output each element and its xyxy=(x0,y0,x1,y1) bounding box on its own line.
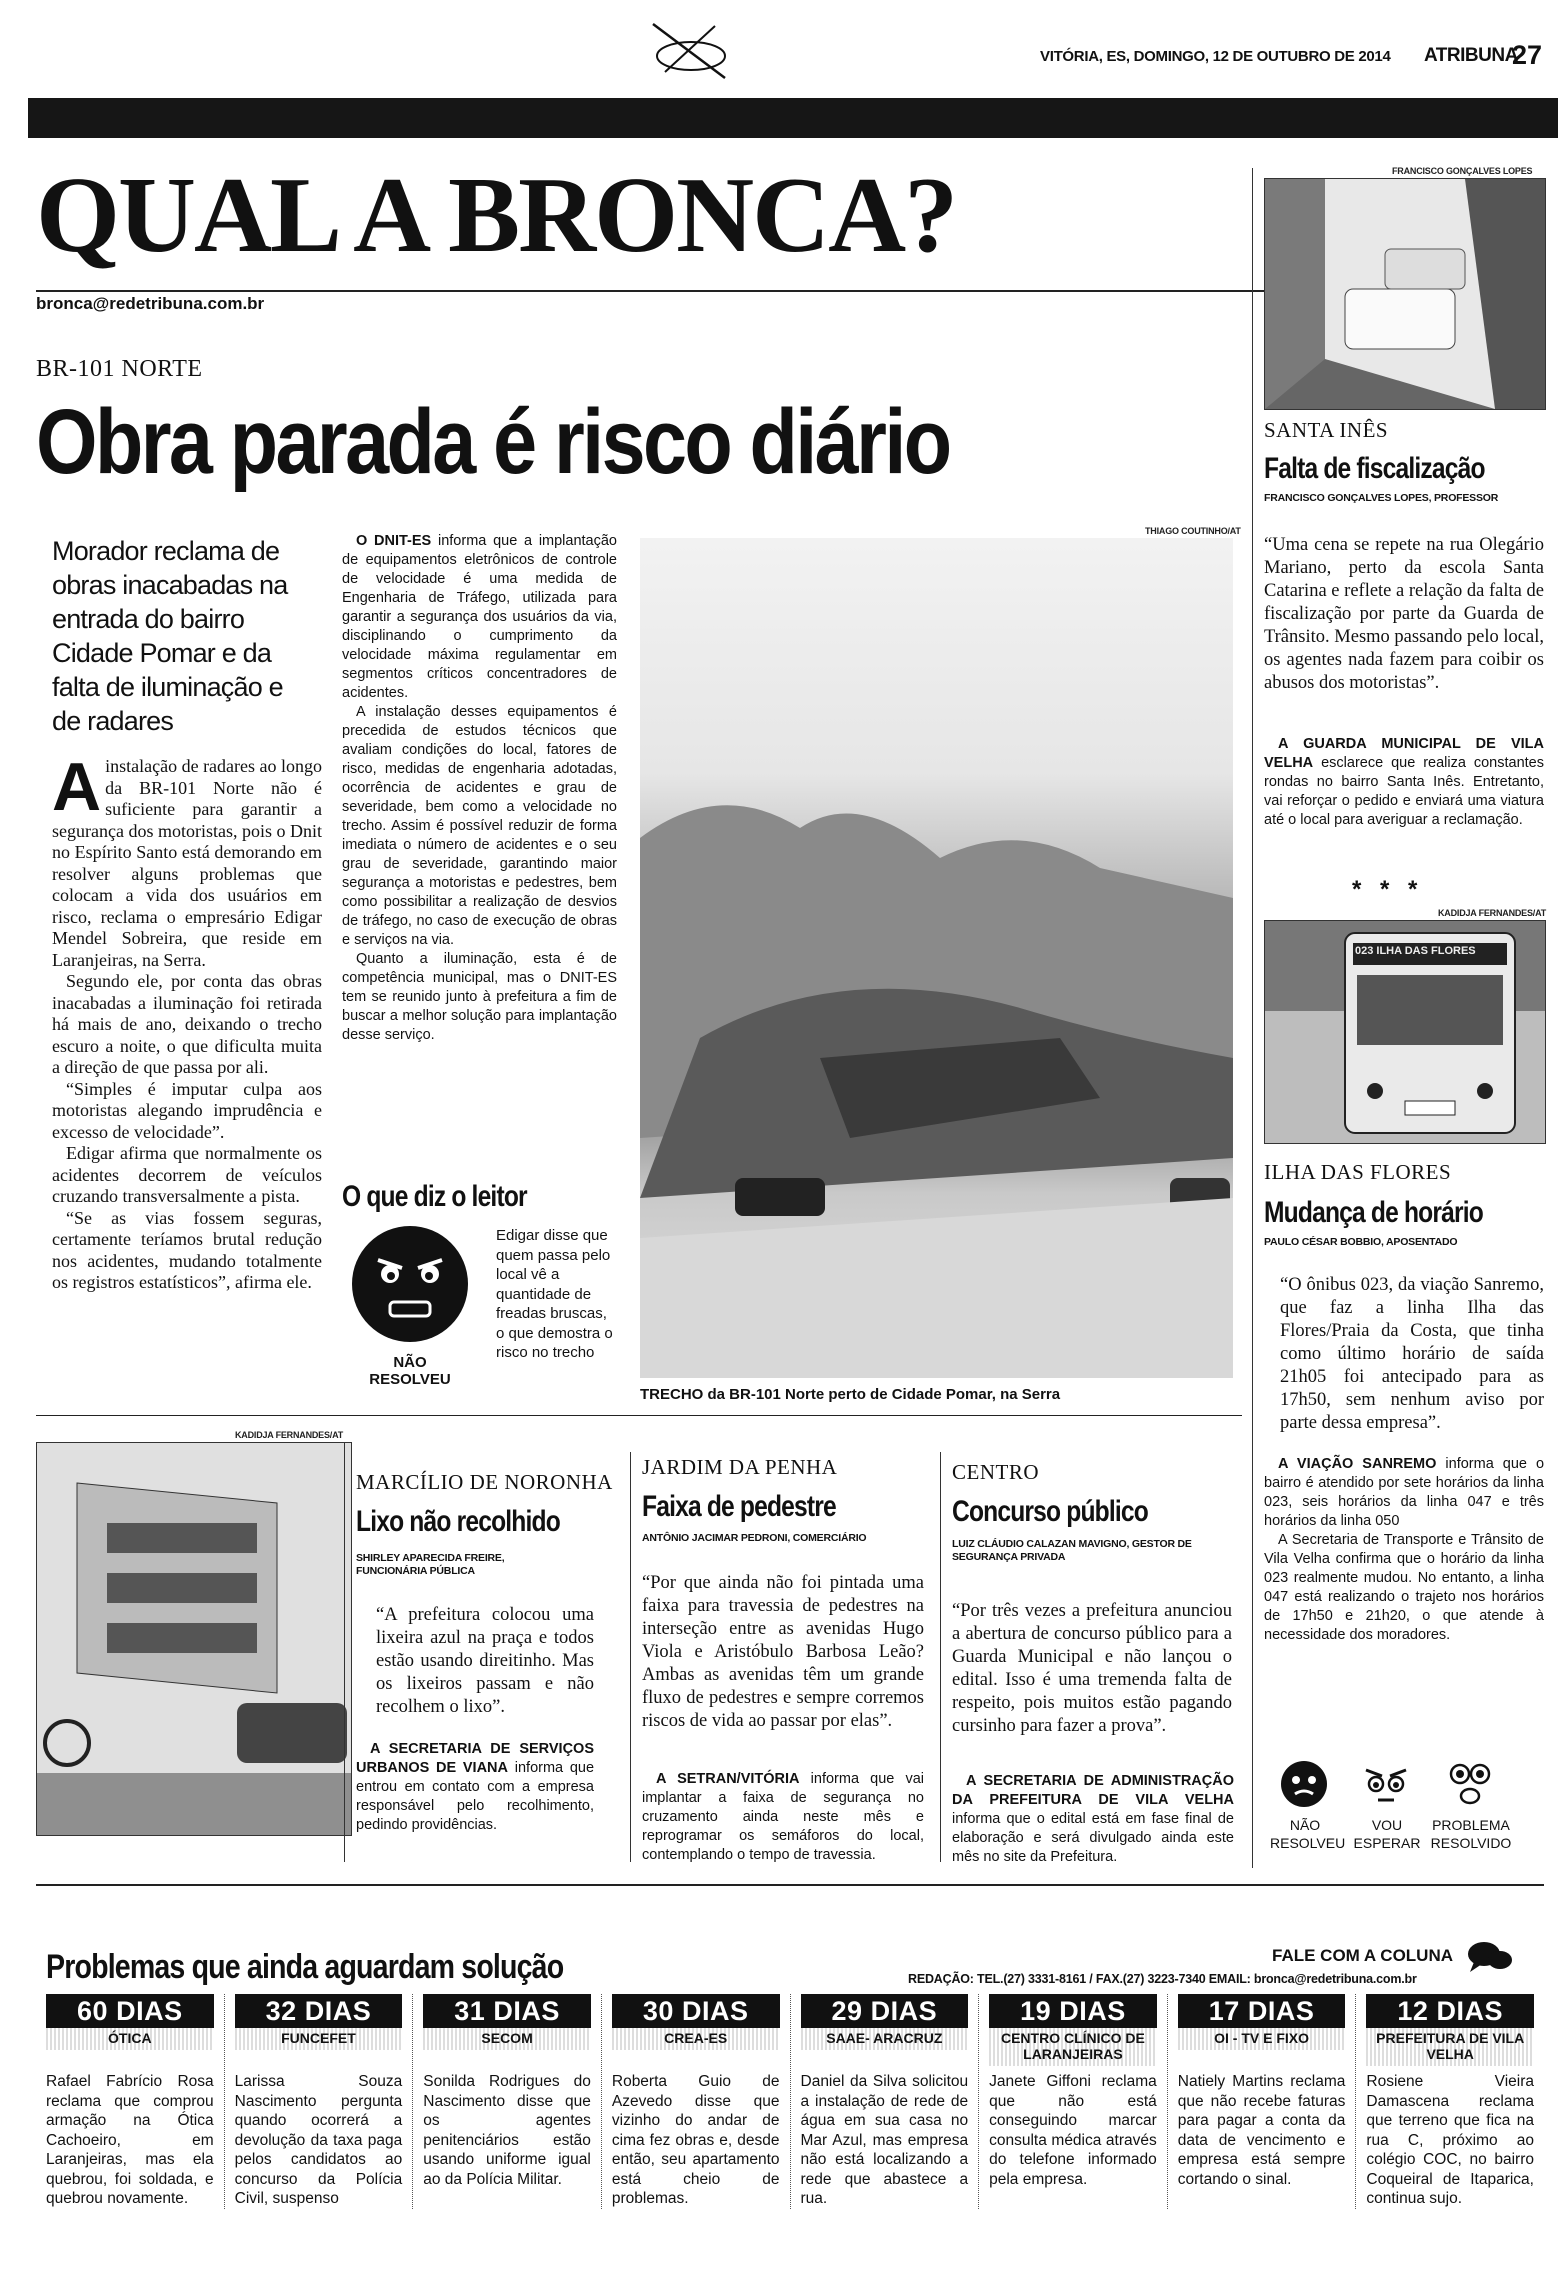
drop-cap: A xyxy=(52,749,102,825)
lower-divider-2 xyxy=(630,1452,631,1862)
legend-vou-esperar-label: VOU ESPERAR xyxy=(1353,1817,1421,1851)
ilha-quote: “O ônibus 023, da viação Sanremo, que faz a linha Ilha das Flores/Praia da Costa, que tinha como último horário de saída 21h05 foi antecipado para as 17h50, sem nenhum aviso por parte dessa empresa”. xyxy=(1280,1275,1544,1433)
pending-grid xyxy=(36,1994,1544,2284)
pending-item xyxy=(1167,1994,1356,2209)
pending-item xyxy=(790,1994,979,2209)
dnit-response-lead: O DNIT-ES xyxy=(356,533,432,549)
pending-text: Rosiene Vieira Damascena reclama que terreno que fica na rua C, próximo ao colégio COC, no bairro Coqueiral de Itaparica, continua sujo. xyxy=(1366,2073,1534,2207)
marcilio-response xyxy=(356,1740,594,1835)
santa-ines-quote: “Uma cena se repete na rua Olegário Mariano, perto da escola Santa Catarina e reflete a relação da falta de fiscalização por parte da Guarda de Trânsito. Mesmo passando pelo local, os agentes nada fazem para coibir os abusos dos motoristas”. xyxy=(1264,535,1544,693)
pending-org: SAAE- ARACRUZ xyxy=(801,2028,969,2050)
jardim-quote: “Por que ainda não foi pintada uma faixa para travessia de pedestres na interseção entre as avenidas Hugo Viola e Aristóbulo Barbosa Leão? Ambas as avenidas têm um grande fluxo de pedestres e sempre corremos riscos de vida ao passar por elas”. xyxy=(642,1573,924,1731)
santa-ines-headline: Falta de fiscalização xyxy=(1264,452,1485,485)
reader-status-face-icon xyxy=(350,1224,470,1344)
pending-item xyxy=(978,1994,1167,2209)
pending-org: SECOM xyxy=(423,2028,591,2050)
pending-days: 31 DIAS xyxy=(423,1994,591,2028)
ilha-headline: Mudança de horário xyxy=(1264,1196,1483,1229)
pending-org: CENTRO CLÍNICO DE LARANJEIRAS xyxy=(989,2028,1157,2066)
centro-quote: “Por três vezes a prefeitura anunciou a abertura de concurso público para a Guarda Municipal e não lançou o edital. Isso é uma tremenda falta de respeito, pois muitos estão pagando cursinho para fazer a prova”. xyxy=(952,1601,1232,1736)
pending-org: CREA-ES xyxy=(612,2028,780,2050)
pending-org: PREFEITURA DE VILA VELHA xyxy=(1366,2028,1534,2066)
pending-text: Natiely Martins reclama que não recebe faturas para pagar a conta da data de vencimento e empresa está sempre cortando o sinal. xyxy=(1177,2073,1346,2188)
pending-days: 60 DIAS xyxy=(46,1994,214,2028)
sidebar-separator: * * * xyxy=(1352,876,1424,903)
lower-divider-1 xyxy=(344,1442,345,1862)
pending-text: Janete Giffoni reclama que não está conseguindo marcar consulta médica através do telefone informado pela empresa. xyxy=(989,2073,1157,2188)
jardim-response-text: informa que vai implantar a faixa de segurança no cruzamento ainda neste mês e reprogramar os semáforos do local, contemplando o tempo de travessia. xyxy=(642,1771,924,1863)
main-section-label: BR-101 NORTE xyxy=(36,356,203,382)
marcilio-headline: Lixo não recolhido xyxy=(356,1505,560,1538)
main-deck: Morador reclama de obras inacabadas na entrada do bairro Cidade Pomar e da falta de iluminação e de radares xyxy=(52,536,288,736)
sidebar-photo1-credit: FRANCISCO GONÇALVES LOPES xyxy=(1392,166,1533,176)
dnit-response xyxy=(342,532,617,1045)
ilha-response-lead: A VIAÇÃO SANREMO xyxy=(1278,1456,1437,1472)
marcilio-quote: “A prefeitura colocou uma lixeira azul na praça e todos estão usando direitinho. Mas os lixeiros passam e não recolhem o lixo”. xyxy=(376,1605,594,1717)
marcilio-response-lead: A SECRETARIA DE SERVIÇOS URBANOS DE VIANA xyxy=(356,1741,594,1776)
pending-title: Problemas que ainda aguardam solução xyxy=(46,1948,564,1986)
centro-response xyxy=(952,1772,1234,1867)
reader-text: Edigar disse que quem passa pelo local vê a quantidade de freadas bruscas, o que demostra o risco no trecho xyxy=(496,1227,613,1361)
centro-response-text: informa que o edital está em fase final de elaboração e será divulgado ainda este mês no site da Prefeitura. xyxy=(952,1811,1234,1865)
pending-days: 19 DIAS xyxy=(989,1994,1157,2028)
ilha-byline: PAULO CÉSAR BOBBIO, APOSENTADO xyxy=(1264,1236,1458,1248)
ilha-response-2: A Secretaria de Transporte e Trânsito de Vila Velha confirma que o horário da linha 023 realmente mudou. No entanto, a linha 047 está realizando o trajeto nos horários de 17h50 e 21h20, o que atende à necessidade dos moradores. xyxy=(1264,1532,1544,1643)
pending-item xyxy=(601,1994,790,2209)
jardim-headline: Faixa de pedestre xyxy=(642,1490,836,1523)
legend-vou-esperar-icon xyxy=(1360,1760,1412,1808)
dnit-response-2: A instalação desses equipamentos é precedida de estudos técnicos que avaliam condições do local, fatores de risco, medidas de engenharia adotadas, ocorrência de acidentes e grau de severidade, bem como a velocidade no trecho. Assim é possível reduzir de forma imediata o número de acidentes e o seu grau de severidade, garantindo maior segurança a motoristas e pedestres, bem como possibilitar a realização de desvios de tráfego, no caso de execução de obras e serviços na via. xyxy=(342,704,617,948)
contact-info[interactable]: TEL.(27) 3331-8161 / FAX.(27) 3223-7340 EMAIL: bronca@redetribuna.com.br xyxy=(977,1972,1417,1986)
ilha-response xyxy=(1264,1455,1544,1645)
pending-days: 30 DIAS xyxy=(612,1994,780,2028)
pending-days: 29 DIAS xyxy=(801,1994,969,2028)
pending-org: ÓTICA xyxy=(46,2028,214,2050)
main-body xyxy=(52,749,323,1294)
centro-headline: Concurso público xyxy=(952,1495,1148,1528)
jardim-response xyxy=(642,1770,924,1865)
santa-ines-response-text: esclarece que realiza constantes rondas no bairro Santa Inês. Entretanto, vai reforçar o pedido e enviará uma viatura até o local para averiguar a reclamação. xyxy=(1264,755,1544,828)
column-title: QUAL A BRONCA? xyxy=(36,156,957,275)
contact-line xyxy=(908,1972,1417,1986)
lower-photo xyxy=(36,1442,352,1836)
pending-days: 32 DIAS xyxy=(235,1994,403,2028)
lower-row-rule xyxy=(36,1415,1242,1416)
sidebar-photo2 xyxy=(1264,920,1546,1144)
legend-nao-resolveu-icon xyxy=(1280,1760,1328,1808)
marcilio-section: MARCÍLIO DE NORONHA xyxy=(356,1470,613,1494)
lower-photo-credit: KADIDJA FERNANDES/AT xyxy=(235,1430,344,1440)
masthead-logo-icon xyxy=(645,20,735,80)
main-headline: Obra parada é risco diário xyxy=(36,391,950,493)
centro-section: CENTRO xyxy=(952,1460,1039,1484)
main-para-2: Segundo ele, por conta das obras inacabadas a iluminação foi retirada há mais de ano, deixando o trecho escuro a noite, o que dificulta muita a direção de que passa por ali. xyxy=(52,971,322,1077)
jardim-byline: ANTÔNIO JACIMAR PEDRONI, COMERCIÁRIO xyxy=(642,1532,867,1544)
marcilio-byline: SHIRLEY APARECIDA FREIRE, FUNCIONÁRIA PÚBLICA xyxy=(356,1552,505,1577)
pending-item xyxy=(36,1994,224,2209)
pending-days: 17 DIAS xyxy=(1178,1994,1346,2028)
pending-text: Roberta Guio de Azevedo disse que vizinho do andar de cima fez obras e, desde então, seu apartamento está cheio de problemas. xyxy=(611,2073,780,2207)
legend-nao-resolveu-label: NÃO RESOLVEU xyxy=(1270,1817,1346,1851)
main-para-5: “Se as vias fossem seguras, certamente teríamos brutal redução nos acidentes, mudando totalmente os registros estatísticos”, afirma ele. xyxy=(52,1207,322,1292)
centro-response-lead: A SECRETARIA DE ADMINISTRAÇÃO DA PREFEITURA DE VILA VELHA xyxy=(952,1773,1234,1808)
pending-text: Rafael Fabrício Rosa reclama que comprou armação na Ótica Cachoeiro, em Laranjeiras, mas ela quebrou, foi soldada, e quebrou novamente. xyxy=(46,2073,214,2207)
ilha-response-1: informa que o bairro é atendido por sete horários da linha 023, seis horários da linha 047 e três horários da linha 050 xyxy=(1264,1456,1545,1529)
header-bar xyxy=(28,98,1558,138)
contact-label: REDAÇÃO: xyxy=(908,1972,974,1986)
pending-text: Sonilda Rodrigues do Nascimento disse que os agentes penitenciários estão usando uniforme igual ao da Polícia Militar. xyxy=(423,2073,591,2188)
pending-top-rule xyxy=(36,1884,1544,1886)
pending-org: FUNCEFET xyxy=(235,2028,403,2050)
pending-days: 12 DIAS xyxy=(1366,1994,1534,2028)
ilha-section: ILHA DAS FLORES xyxy=(1264,1160,1452,1184)
dateline: VITÓRIA, ES, DOMINGO, 12 DE OUTUBRO DE 2014 xyxy=(1040,48,1391,65)
newspaper-name: ATRIBUNA xyxy=(1424,45,1518,66)
pending-item xyxy=(224,1994,413,2209)
title-rule xyxy=(36,290,1266,292)
pending-text: Daniel da Silva solicitou a instalação de rede de água em sua casa no Mar Azul, mas empresa não está localizando a rede que abastece a rua. xyxy=(800,2073,969,2207)
dnit-response-3: Quanto a iluminação, esta é de competência municipal, mas o DNIT-ES tem se reunido junto à prefeitura a fim de buscar a melhor solução para implantação desse serviço. xyxy=(342,951,617,1043)
reader-status-label: NÃO RESOLVEU xyxy=(369,1354,451,1388)
dnit-response-1: informa que a implantação de equipamentos eletrônicos de controle de velocidade é uma medida de Engenharia de Tráfego, utilizada para garantir a segurança dos usuários da via, disciplinando o cumprimento da velocidade máxima regulamentar em segmentos críticos concentradores de acidentes. xyxy=(342,533,617,701)
sidebar-photo2-credit: KADIDJA FERNANDES/AT xyxy=(1438,908,1547,918)
main-photo-caption: TRECHO da BR-101 Norte perto de Cidade Pomar, na Serra xyxy=(640,1386,1061,1403)
jardim-response-lead: A SETRAN/VITÓRIA xyxy=(656,1771,800,1787)
contact-title: FALE COM A COLUNA xyxy=(1272,1946,1454,1965)
legend-resolvido-icon xyxy=(1442,1756,1498,1808)
centro-byline: LUIZ CLÁUDIO CALAZAN MAVIGNO, GESTOR DE SEGURANÇA PRIVADA xyxy=(952,1538,1192,1563)
main-para-3: “Simples é imputar culpa aos motoristas alegando imprudência e excesso de velocidade”. xyxy=(52,1078,322,1142)
santa-ines-response xyxy=(1264,735,1544,830)
bus-destination-sign: 023 ILHA DAS FLORES xyxy=(1355,945,1476,957)
page-number: 27 xyxy=(1512,40,1543,70)
main-photo-credit: THIAGO COUTINHO/AT xyxy=(1145,526,1241,536)
pending-text: Larissa Souza Nascimento pergunta quando ocorrerá a devolução da taxa paga pelos candidatos ao concurso da Polícia Civil, suspenso xyxy=(234,2073,403,2207)
marcilio-response-text: informa que entrou em contato com a empresa responsável pelo recolhimento, pedindo providências. xyxy=(356,1760,595,1833)
legend-resolvido-label: PROBLEMA RESOLVIDO xyxy=(1430,1817,1512,1851)
santa-ines-byline: FRANCISCO GONÇALVES LOPES, PROFESSOR xyxy=(1264,492,1499,504)
lower-divider-3 xyxy=(940,1452,941,1862)
main-para-1: instalação de radares ao longo da BR-101 Norte não é suficiente para garantir a segurança dos motoristas, pois o Dnit no Espírito Santo está demorando em resolver alguns problemas que colocam a vida dos usuários em risco, reclama o empresário Edigar Mendel Sobreira, que reside em Laranjeiras, na Serra. xyxy=(52,756,323,970)
jardim-section: JARDIM DA PENHA xyxy=(642,1455,838,1479)
chat-bubbles-icon xyxy=(1466,1940,1514,1976)
santa-ines-section: SANTA INÊS xyxy=(1264,418,1389,442)
main-photo xyxy=(640,538,1233,1378)
pending-item xyxy=(1355,1994,1544,2209)
reader-box-title: O que diz o leitor xyxy=(342,1180,527,1213)
main-para-4: Edigar afirma que normalmente os acidentes decorrem de veículos cruzando transversalmente a pista. xyxy=(52,1143,322,1206)
santa-ines-response-lead: A GUARDA MUNICIPAL DE VILA VELHA xyxy=(1264,736,1544,771)
pending-org: OI - TV E FIXO xyxy=(1178,2028,1346,2050)
sidebar-divider xyxy=(1252,168,1253,1868)
column-email[interactable]: bronca@redetribuna.com.br xyxy=(36,294,265,313)
pending-item xyxy=(412,1994,601,2209)
sidebar-photo1 xyxy=(1264,178,1546,410)
